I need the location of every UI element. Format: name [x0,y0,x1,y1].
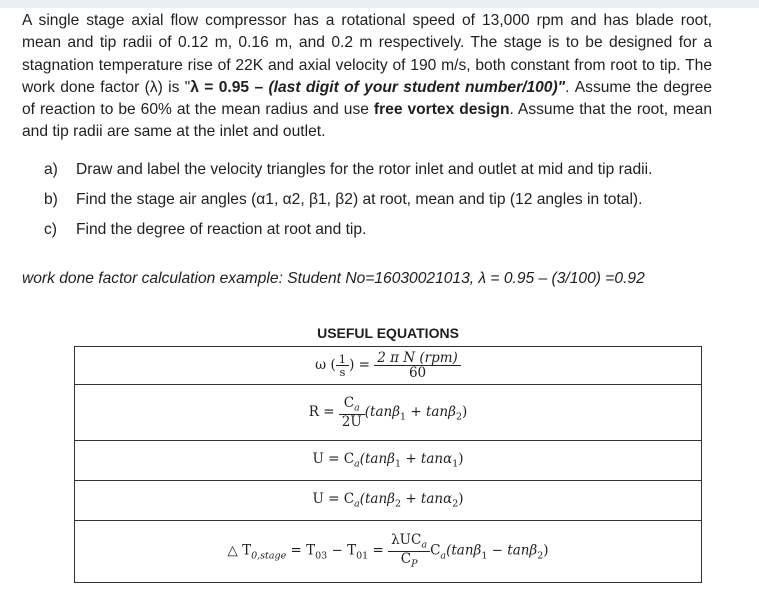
problem-statement [22,10,712,144]
task-list [44,155,724,245]
temperature-rise-equation: △ $T_{0,stage} = T_{03} - T_{01}$ = $\frac{\lambda UC_a}{C_P}$ $C_a(\tan\beta_1 - \tan\beta_2)$ [75,521,702,583]
problem-text-1: A single stage axial flow compressor has a rotational speed of 13,000 rpm and has blade root, mean and tip radii of 0.12 m, 0.16 m, and 0.2 m respectively. The stage is to be designed for a stagnation temperature rise of 22K and axial velocity of 190 m/s, both constant from root to tip. The work done factor (λ) is " [22,12,712,96]
task-marker: c) [44,221,57,238]
task-marker: a) [44,161,58,178]
task-text: Find the stage air angles (α1, α2, β1, β2) at root, mean and tip (12 angles in total). [76,191,643,208]
lambda-instruction: (last digit of your student number/100)" [268,78,566,96]
problem-text-3: . Assume that the root, mean and tip radii are same at the inlet and outlet. [22,101,712,141]
top-bar [0,0,759,8]
task-marker: b) [44,191,58,208]
reaction-equation: R = $\frac{C_a}{2U}$ (tanβ$_1$ + tanβ$_2$) [75,385,702,441]
task-text: Draw and label the velocity triangles for the rotor inlet and outlet at mid and tip radii. [76,161,653,178]
problem-text-2: . Assume the degree of reaction to be 60% at the mean radius and use [22,78,712,119]
task-b [44,185,724,215]
equations-title: USEFUL EQUATIONS [317,325,459,341]
example-text: work done factor calculation example: Student No=16030021013, λ = 0.95 – (3/100) =0.92 [22,270,645,287]
task-a [44,155,724,185]
u-equation-1: $U = C_a(\tan\beta_1 + \tan\alpha_1)$ [75,441,702,481]
omega-equation: ω ( $\frac{1}{s}$ ) = $\frac{\text{2 π N (rpm)}}{60}$ [75,347,702,385]
equations-table [74,346,702,583]
lambda-formula: λ = 0.95 – [190,78,269,96]
task-c [44,215,724,245]
u-equation-2: $U = C_a(\tan\beta_2 + \tan\alpha_2)$ [75,481,702,521]
task-text: Find the degree of reaction at root and tip. [76,221,367,238]
free-vortex-text: free vortex design [373,101,510,119]
